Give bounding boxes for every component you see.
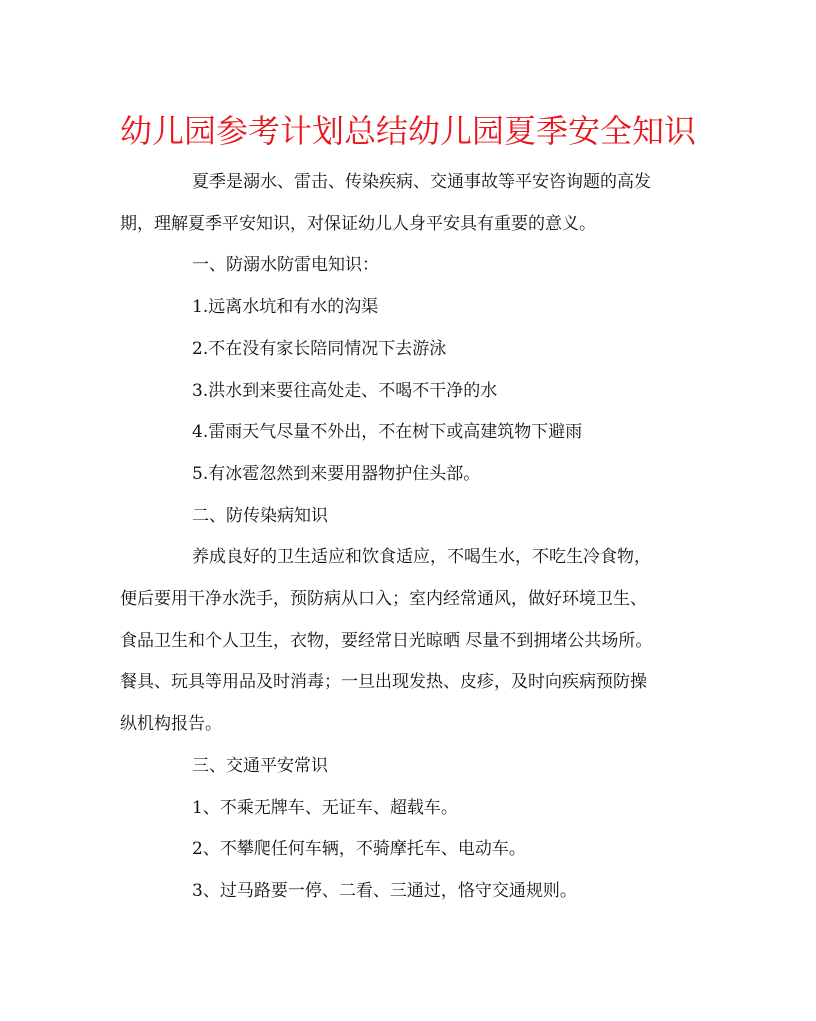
paragraph-line: 餐具、玩具等用品及时消毒；一旦出现发热、皮疹，及时向疾病预防操 <box>120 672 647 693</box>
document-title: 幼儿园参考计划总结幼儿园夏季安全知识 <box>119 112 696 150</box>
list-item: 1.远离水坑和有水的沟渠 <box>192 297 379 318</box>
paragraph-line: 养成良好的卫生适应和饮食适应，不喝生水，不吃生冷食物， <box>192 547 651 568</box>
list-item: 1、不乘无牌车、无证车、超载车。 <box>192 797 458 818</box>
list-item: 5.有冰雹忽然到来要用器物护住头部。 <box>192 463 481 484</box>
document-body <box>120 162 698 913</box>
list-item: 2.不在没有家长陪同情况下去游泳 <box>192 338 447 359</box>
section-heading: 三、交通平安常识 <box>192 755 328 776</box>
section-heading: 一、防溺水防雷电知识： <box>192 255 379 276</box>
paragraph-line: 便后要用干净水洗手，预防病从口入；室内经常通风，做好环境卫生、 <box>120 589 647 610</box>
paragraph-line: 食品卫生和个人卫生，衣物，要经常日光晾晒 尽量不到拥堵公共场所。 <box>120 630 653 651</box>
section-heading: 二、防传染病知识 <box>192 505 328 526</box>
list-item: 3.洪水到来要往高处走、不喝不干净的水 <box>192 380 498 401</box>
paragraph-line: 期，理解夏季平安知识，对保证幼儿人身平安具有重要的意义。 <box>120 213 596 234</box>
list-item: 2、不攀爬任何车辆，不骑摩托车、电动车。 <box>192 839 526 860</box>
list-item: 3、过马路要一停、二看、三通过，恪守交通规则。 <box>192 880 577 901</box>
paragraph-line: 夏季是溺水、雷击、传染疾病、交通事故等平安咨询题的高发 <box>192 172 651 192</box>
list-item: 4.雷雨天气尽量不外出，不在树下或高建筑物下避雨 <box>192 422 583 443</box>
paragraph-line: 纵机构报告。 <box>120 714 222 735</box>
